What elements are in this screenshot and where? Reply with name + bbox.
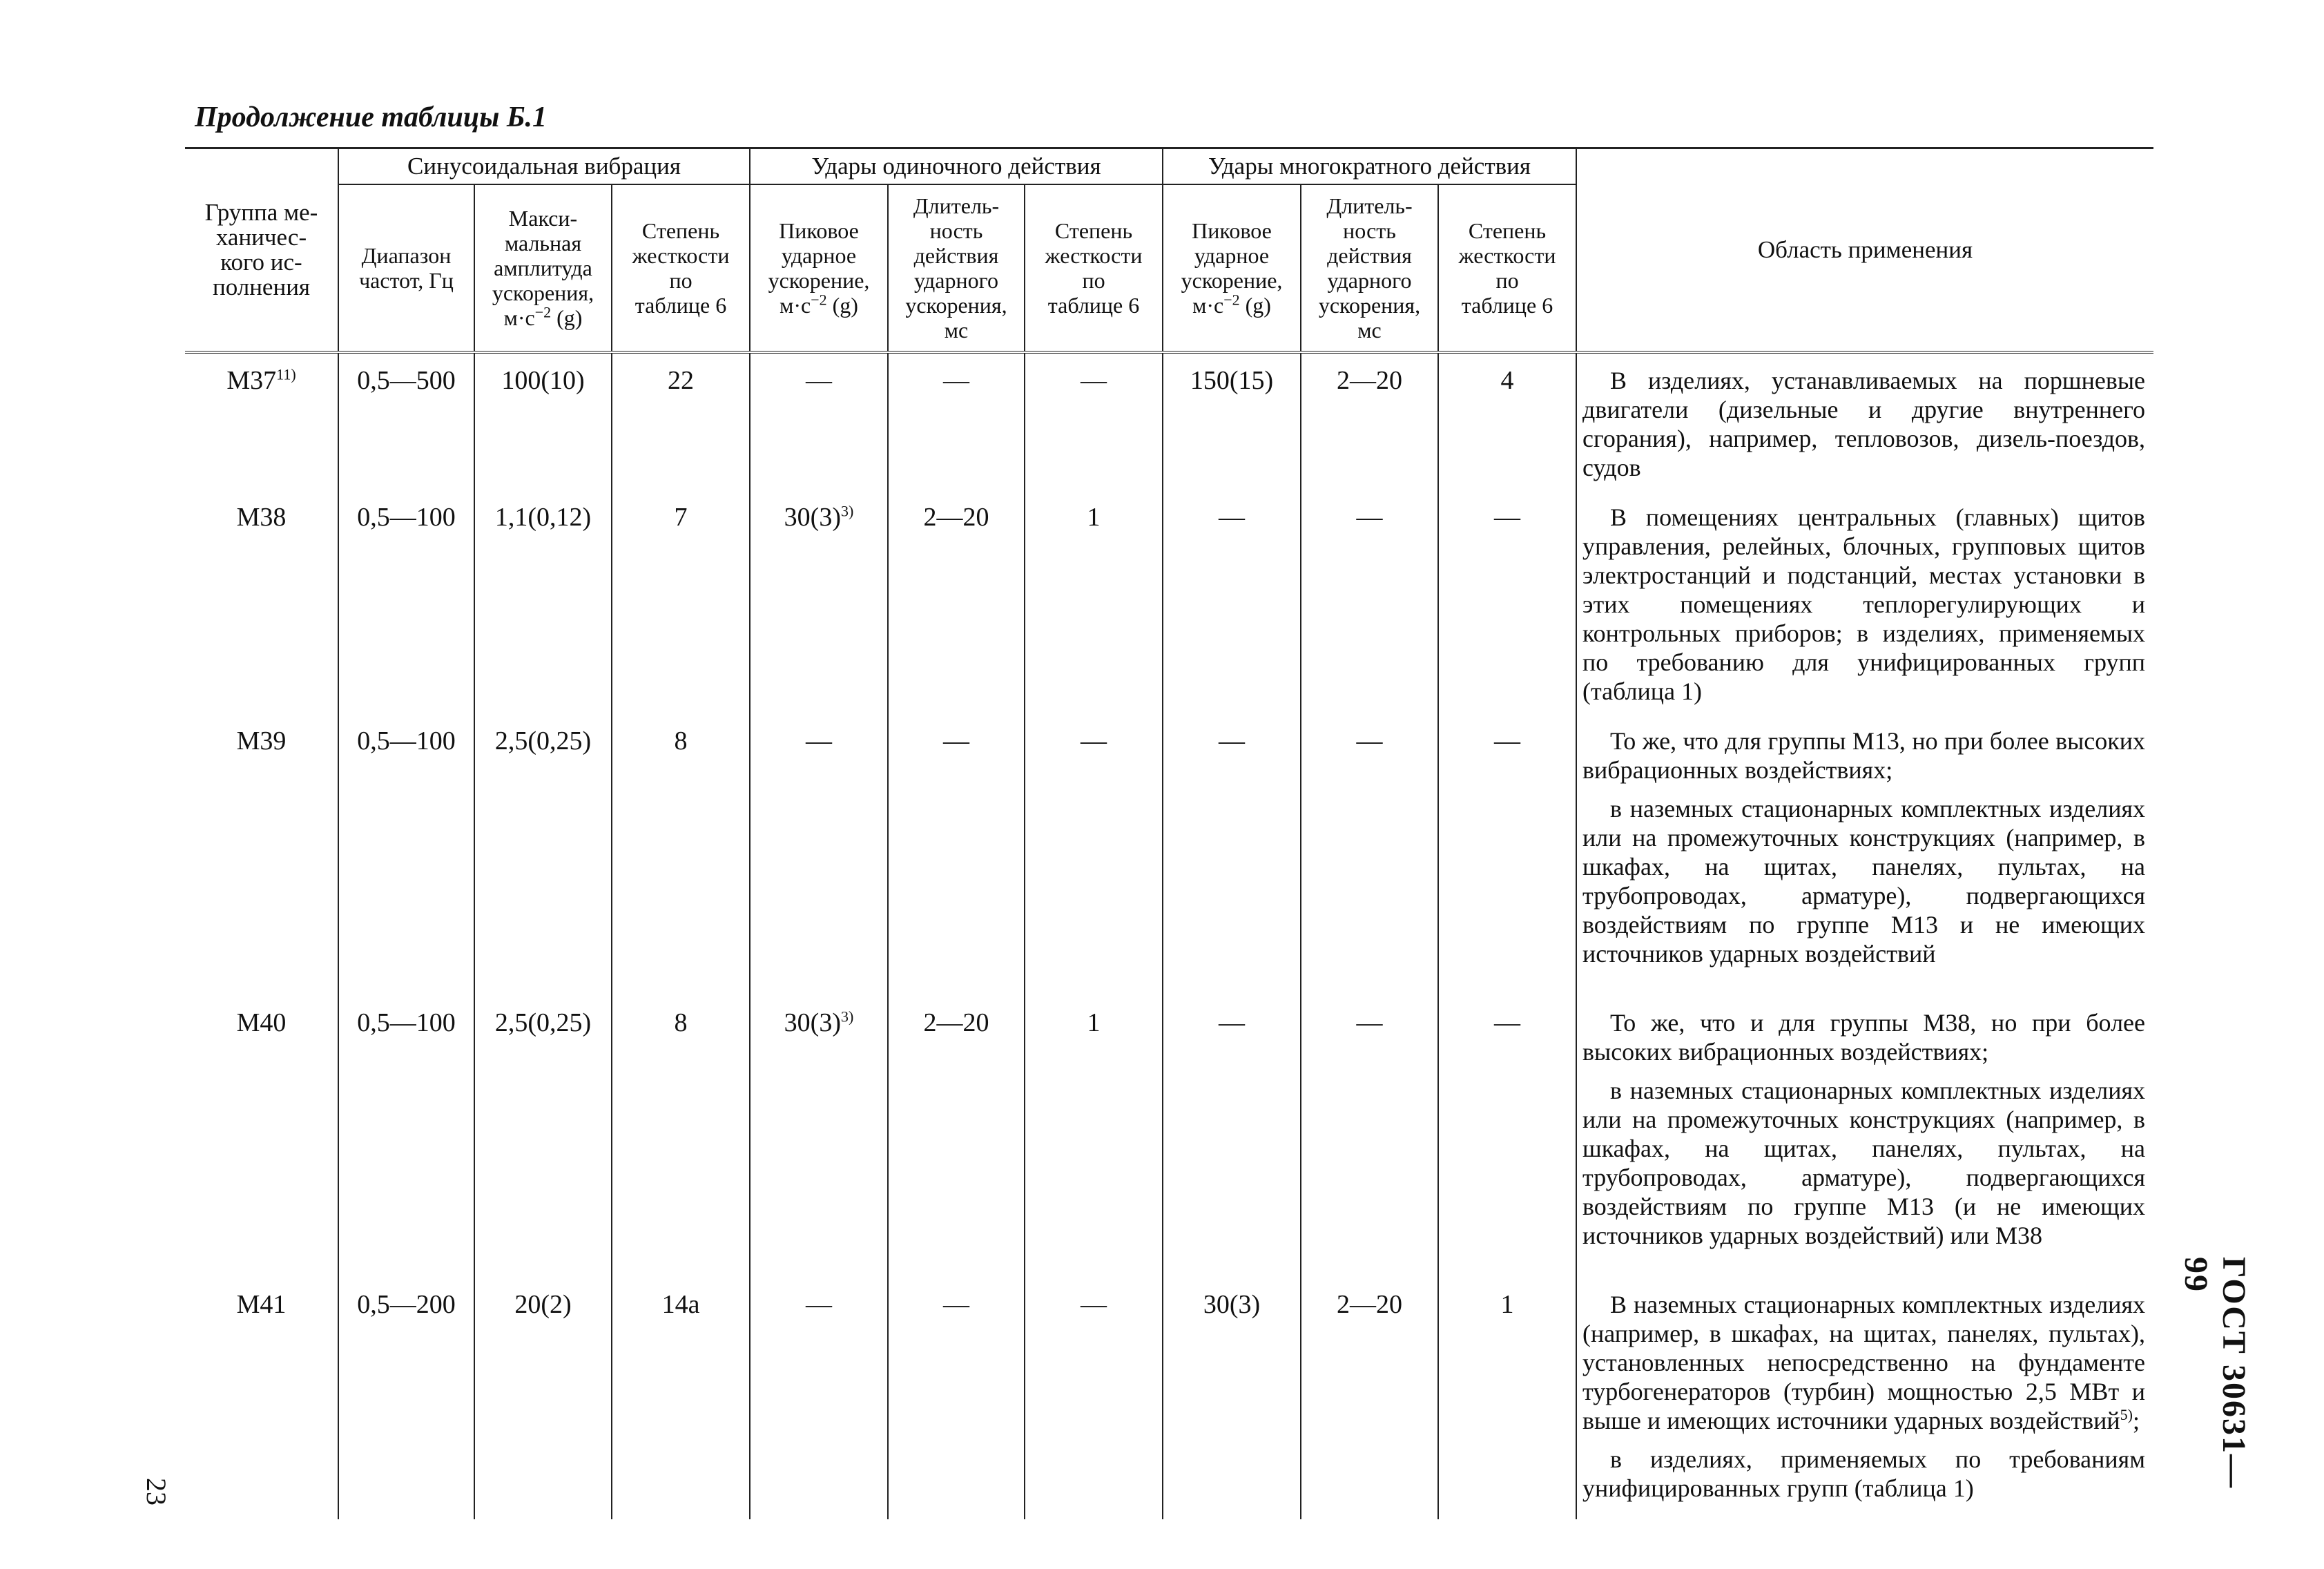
cell-peak-single: $30(3)^{3)}$ <box>750 996 888 1278</box>
cell-area: В наземных стационарных комплектных изделиях (например, в шкафах, на щитах, панелях, пультах), установленных непосредственно на фундаменте турбогенераторов (турбин) мощностью 2,5 МВт и выше и имеющих источники ударных воздействий$^{5)}$; в изделиях, применяемых по требованиям унифицированных групп (таблица 1) <box>1576 1278 2153 1519</box>
cell-duration-multi: — <box>1301 490 1438 714</box>
table-row <box>185 714 2153 996</box>
table-row <box>185 996 2153 1278</box>
header-single-shock: Удары одиночного действия <box>750 148 1163 185</box>
cell-stiffness-single: — <box>1025 1278 1163 1519</box>
cell-freq: 0,5—500 <box>338 352 474 490</box>
cell-amplitude: 20(2) <box>474 1278 612 1519</box>
header-area: Область применения <box>1576 148 2153 353</box>
cell-peak-single: — <box>750 714 888 996</box>
specification-table <box>185 147 2153 1519</box>
cell-area: В изделиях, устанавливаемых на поршневые двигатели (дизельные и другие внутреннего сгорания), например, тепловозов, дизель-поездов, судов <box>1576 352 2153 490</box>
cell-duration-single: — <box>888 352 1025 490</box>
standard-code: ГОСТ 30631—99 <box>2178 1257 2252 1489</box>
table-row <box>185 490 2153 714</box>
cell-duration-multi: — <box>1301 996 1438 1278</box>
header-stiffness-multi: Степень жесткости по таблице 6 <box>1438 184 1576 352</box>
cell-duration-single: — <box>888 1278 1025 1519</box>
header-peak-multi: Пиковое ударное ускорение, $м\cdot с^{-2}$ (g) <box>1163 184 1301 352</box>
cell-peak-multi: — <box>1163 714 1301 996</box>
cell-group: М41 <box>236 1290 287 1319</box>
header-group: Группа ме- ханичес- кого ис- полнения <box>185 148 338 353</box>
cell-duration-multi: 2—20 <box>1301 1278 1438 1519</box>
cell-peak-single: — <box>750 1278 888 1519</box>
page-number: 23 <box>141 1478 172 1505</box>
cell-stiffness-single: 1 <box>1025 996 1163 1278</box>
cell-stiffness-multi: — <box>1438 996 1576 1278</box>
cell-peak-multi: — <box>1163 996 1301 1278</box>
cell-group: М37$^{11)}$ <box>226 365 296 395</box>
cell-peak-multi: 30(3) <box>1163 1278 1301 1519</box>
cell-freq: 0,5—100 <box>338 490 474 714</box>
header-duration-single: Длитель- ность действия ударного ускорения, мс <box>888 184 1025 352</box>
cell-stiffness-sin: 7 <box>612 490 750 714</box>
header-sinusoidal: Синусоидальная вибрация <box>338 148 750 185</box>
table-row <box>185 352 2153 490</box>
cell-peak-multi: — <box>1163 490 1301 714</box>
header-multi-shock: Удары многократного действия <box>1163 148 1576 185</box>
cell-area: То же, что и для группы М38, но при более высоких вибрационных воздействиях; в наземных стационарных комплектных изделиях или на промежуточных конструкциях (например, в шкафах, на щитах, панелях, пультах, на трубопроводах, арматуре), подвергающихся воздействиям по группе М13 (и не имеющих источников ударных воздействий) или М38 <box>1576 996 2153 1278</box>
cell-group: М39 <box>236 726 287 755</box>
cell-stiffness-multi: — <box>1438 714 1576 996</box>
cell-stiffness-multi: 1 <box>1438 1278 1576 1519</box>
header-stiffness-sin: Степень жесткости по таблице 6 <box>612 184 750 352</box>
cell-freq: 0,5—100 <box>338 714 474 996</box>
cell-area: То же, что для группы М13, но при более высоких вибрационных воздействиях; в наземных стационарных комплектных изделиях или на промежуточных конструкциях (например, в шкафах, на щитах, панелях, пультах, на трубопроводах, арматуре), подвергающихся воздействиям по группе М13 и не имеющих источников ударных воздействий <box>1576 714 2153 996</box>
cell-freq: 0,5—100 <box>338 996 474 1278</box>
header-duration-multi: Длитель- ность действия ударного ускорения, мс <box>1301 184 1438 352</box>
cell-group: М38 <box>236 503 287 532</box>
cell-duration-multi: — <box>1301 714 1438 996</box>
cell-stiffness-sin: 22 <box>612 352 750 490</box>
cell-duration-multi: 2—20 <box>1301 352 1438 490</box>
header-stiffness-single: Степень жесткости по таблице 6 <box>1025 184 1163 352</box>
cell-amplitude: 2,5(0,25) <box>474 996 612 1278</box>
header-freq: Диапазон частот, Гц <box>338 184 474 352</box>
cell-duration-single: — <box>888 714 1025 996</box>
cell-stiffness-sin: 14а <box>612 1278 750 1519</box>
cell-stiffness-multi: — <box>1438 490 1576 714</box>
cell-freq: 0,5—200 <box>338 1278 474 1519</box>
cell-duration-single: 2—20 <box>888 490 1025 714</box>
cell-peak-multi: 150(15) <box>1163 352 1301 490</box>
cell-amplitude: 2,5(0,25) <box>474 714 612 996</box>
cell-peak-single: $30(3)^{3)}$ <box>750 490 888 714</box>
cell-area: В помещениях центральных (главных) щитов управления, релейных, блочных, групповых щитов электростанций и подстанций, местах установки в этих помещениях теплорегулирующих и контрольных приборов; в изделиях, применяемых по требованию для унифицированных групп (таблица 1) <box>1576 490 2153 714</box>
cell-stiffness-sin: 8 <box>612 996 750 1278</box>
cell-group: М40 <box>236 1008 287 1037</box>
cell-stiffness-sin: 8 <box>612 714 750 996</box>
cell-duration-single: 2—20 <box>888 996 1025 1278</box>
header-peak-single: Пиковое ударное ускорение, $м\cdot с^{-2}$ (g) <box>750 184 888 352</box>
cell-stiffness-multi: 4 <box>1438 352 1576 490</box>
table-row <box>185 1278 2153 1519</box>
cell-amplitude: 1,1(0,12) <box>474 490 612 714</box>
cell-stiffness-single: — <box>1025 714 1163 996</box>
cell-amplitude: 100(10) <box>474 352 612 490</box>
table-caption: Продолжение таблицы Б.1 <box>195 102 548 133</box>
cell-peak-single: — <box>750 352 888 490</box>
cell-stiffness-single: — <box>1025 352 1163 490</box>
header-amplitude: Макси- мальная амплитуда ускорения, $м\cdot с^{-2}$ (g) <box>474 184 612 352</box>
cell-stiffness-single: 1 <box>1025 490 1163 714</box>
